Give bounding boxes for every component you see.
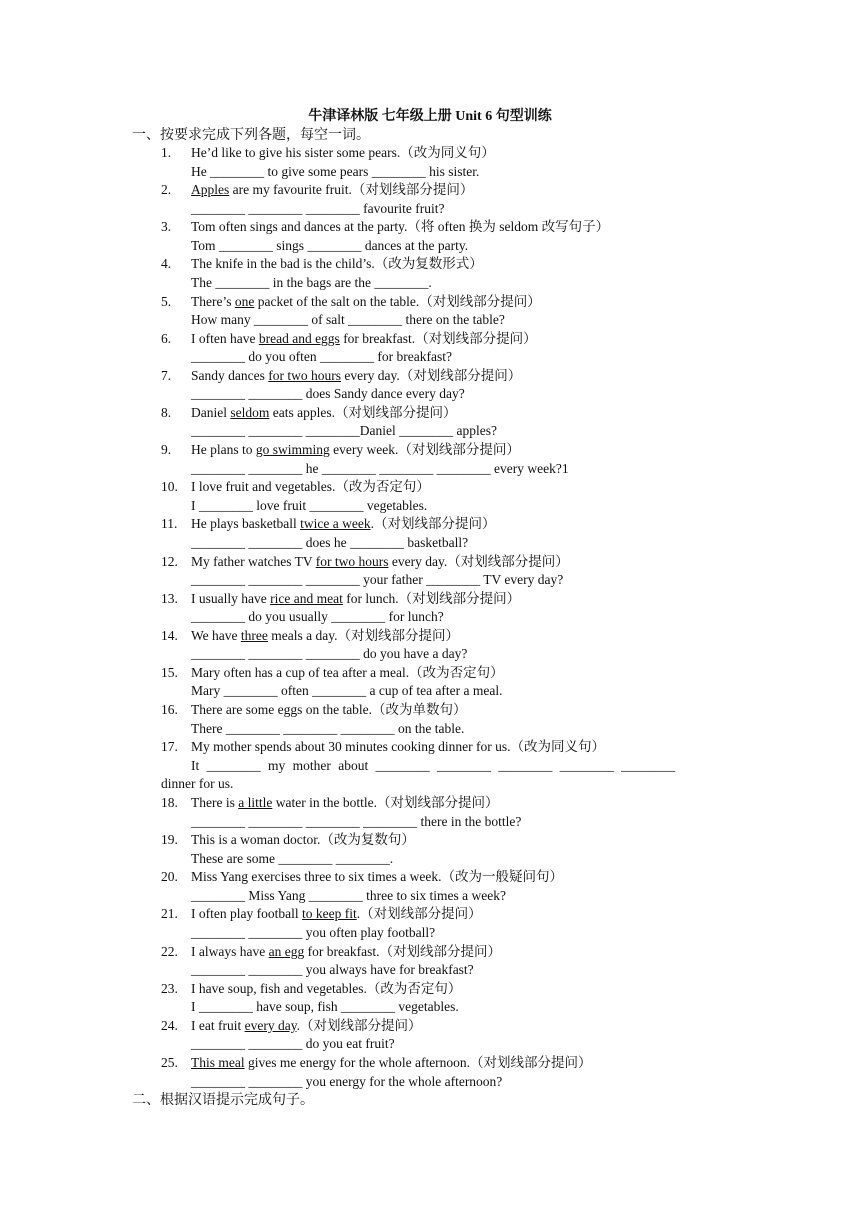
prompt-text: eats apples.（对划线部分提问） [269,404,457,420]
question-prompt [191,627,459,646]
prompt-text: .（对划线部分提问） [296,1017,422,1033]
question-item [0,255,860,292]
question-item [0,738,860,794]
question-number: 18. [161,795,178,811]
answer-line: There ________ ________ ________ on the table. [191,720,465,736]
prompt-text: packet of the salt on the table.（对划线部分提问） [254,293,541,309]
question-item [0,478,860,515]
prompt-text: meals a day.（对划线部分提问） [267,627,459,643]
question-number: 21. [161,906,178,922]
answer-line: Tom ________ sings ________ dances at the party. [191,237,469,253]
prompt-text-before: I usually have [191,590,271,606]
answer-line: Mary ________ often ________ a cup of tea after a meal. [191,683,503,699]
prompt-text: every week.（对划线部分提问） [329,442,520,458]
question-item [0,831,860,868]
answer-line: It ________ my mother about ________ ________ ________ ________ ________ [191,757,676,773]
prompt-text: for lunch.（对划线部分提问） [342,590,521,606]
question-number: 24. [161,1017,178,1033]
question-number: 9. [161,442,172,458]
question-number: 16. [161,702,178,718]
question-number: 5. [161,293,172,309]
prompt-text-before: There’s [191,293,235,309]
underlined-part: to keep fit [301,906,357,922]
underlined-part: go swimming [255,442,330,458]
answer-line-continued: dinner for us. [161,776,234,792]
prompt-text: The knife in the bad is the child’s.（改为复数形式） [191,256,483,272]
answer-line: ________ ________ ________ your father ________ TV every day? [191,572,564,588]
underlined-part: one [234,293,255,309]
question-item [0,980,860,1017]
question-prompt [191,181,473,200]
prompt-text-before: Sandy dances [191,367,269,383]
prompt-text: I have soup, fish and vegetables.（改为否定句） [191,980,462,996]
question-item [0,664,860,701]
question-item [0,367,860,404]
answer-line: ________ ________ ________ ________ there in the bottle? [191,813,522,829]
question-item [0,905,860,942]
question-number: 25. [161,1055,178,1071]
question-prompt [191,367,521,386]
question-number: 20. [161,869,178,885]
prompt-text-before: I often play football [191,906,302,922]
question-number: 17. [161,739,178,755]
answer-line: These are some ________ ________. [191,850,394,866]
underlined-part: seldom [230,404,270,420]
prompt-text: for breakfast.（对划线部分提问） [339,330,537,346]
question-number: 3. [161,219,172,235]
prompt-text: There are some eggs on the table.（改为单数句） [191,702,467,718]
question-number: 14. [161,627,178,643]
question-number: 23. [161,980,178,996]
answer-line: ________ do you usually ________ for lunch? [191,609,444,625]
answer-line: ________ ________ he ________ ________ ________ every week?1 [191,460,569,476]
question-number: 13. [161,590,178,606]
question-prompt [191,293,541,312]
question-prompt [191,590,520,609]
question-item [0,943,860,980]
prompt-text-before: My father watches TV [191,553,316,569]
question-prompt [191,1054,592,1073]
answer-line: He ________ to give some pears ________ his sister. [191,163,480,179]
underlined-part: a little [238,795,273,811]
question-prompt [191,255,483,274]
underlined-part: Apples [191,182,230,198]
question-prompt [191,943,501,962]
prompt-text: Tom often sings and dances at the party.（将 often 换为 seldom 改写句子） [191,219,610,235]
question-item [0,701,860,738]
answer-line: ________ ________ do you eat fruit? [191,1036,395,1052]
underlined-part: for two hours [315,553,389,569]
prompt-text: Miss Yang exercises three to six times a week.（改为一般疑问句） [191,869,563,885]
question-item [0,181,860,218]
underlined-part: This meal [191,1055,245,1071]
question-item [0,553,860,590]
question-prompt [191,905,482,924]
answer-line: ________ ________ ________ favourite fruit? [191,200,445,216]
question-prompt [191,218,609,237]
question-number: 19. [161,832,178,848]
question-prompt [191,868,563,887]
question-prompt [191,1017,421,1036]
prompt-text: .（对划线部分提问） [370,516,496,532]
underlined-part: twice a week [300,516,371,532]
question-number: 22. [161,943,178,959]
prompt-text-before: We have [191,627,241,643]
prompt-text-before: He plans to [191,442,256,458]
question-list [0,144,860,1091]
prompt-text: This is a woman doctor.（改为复数句） [191,832,415,848]
question-prompt [191,794,498,813]
prompt-text: I love fruit and vegetables.（改为否定句） [191,479,430,495]
question-item [0,218,860,255]
answer-line: ________ ________ does he ________ basketball? [191,534,469,550]
underlined-part: three [240,627,268,643]
question-prompt [191,738,605,757]
question-number: 7. [161,367,172,383]
answer-line: ________ ________ ________Daniel ________ apples? [191,423,497,439]
section-heading-2: 二、根据汉语提示完成句子。 [132,1093,314,1108]
prompt-text-before: I eat fruit [191,1017,245,1033]
question-prompt [191,478,430,497]
page-title: 牛津译林版 七年级上册 Unit 6 句型训练 [308,109,552,124]
prompt-text: for breakfast.（对划线部分提问） [304,943,502,959]
question-item [0,404,860,441]
question-item [0,1017,860,1054]
prompt-text-before: He plays basketball [191,516,301,532]
prompt-text-before: Daniel [191,404,231,420]
question-prompt [191,980,461,999]
question-item [0,627,860,664]
answer-line: I ________ have soup, fish ________ vegetables. [191,999,459,1015]
prompt-text: gives me energy for the whole afternoon.（对划线部分提问） [244,1055,592,1071]
answer-line: ________ ________ you energy for the whole afternoon? [191,1073,503,1089]
answer-line: ________ ________ you often play football? [191,924,436,940]
underlined-part: for two hours [268,367,341,383]
prompt-text: .（对划线部分提问） [356,906,482,922]
underlined-part: rice and meat [270,590,343,606]
question-prompt [191,701,467,720]
question-number: 8. [161,404,172,420]
prompt-text: water in the bottle.（对划线部分提问） [272,795,499,811]
underlined-part: an egg [268,943,305,959]
section-heading-1: 一、按要求完成下列各题，每空一词。 [132,128,370,143]
answer-line: ________ do you often ________ for breakfast? [191,349,452,365]
question-item [0,590,860,627]
question-number: 15. [161,664,178,680]
underlined-part: bread and eggs [258,330,340,346]
prompt-text-before: There is [191,795,239,811]
question-prompt [191,144,495,163]
answer-line: ________ ________ ________ do you have a day? [191,646,468,662]
underlined-part: every day [244,1017,297,1033]
question-number: 4. [161,256,172,272]
answer-line: ________ Miss Yang ________ three to six times a week? [191,887,506,903]
prompt-text: every day.（对划线部分提问） [388,553,569,569]
question-item [0,144,860,181]
answer-line: ________ ________ you always have for breakfast? [191,962,474,978]
answer-line: I ________ love fruit ________ vegetables. [191,497,428,513]
question-prompt [191,441,520,460]
question-item [0,330,860,367]
question-item [0,441,860,478]
question-number: 12. [161,553,178,569]
prompt-text-before: I often have [191,330,259,346]
question-number: 1. [161,145,172,160]
question-item [0,1054,860,1091]
question-item [0,868,860,905]
question-item [0,794,860,831]
question-prompt [191,664,504,683]
question-number: 11. [161,516,178,532]
question-number: 2. [161,182,172,198]
answer-line: ________ ________ does Sandy dance every day? [191,386,465,402]
question-prompt [191,831,415,850]
prompt-text: He’d like to give his sister some pears.（改为同义句） [191,145,495,160]
prompt-text: every day.（对划线部分提问） [340,367,522,383]
question-prompt [191,515,495,534]
answer-line: The ________ in the bags are the ________. [191,274,432,290]
question-number: 10. [161,479,178,495]
question-prompt [191,404,456,423]
question-number: 6. [161,330,172,346]
question-prompt [191,553,569,572]
question-item [0,515,860,552]
prompt-text-before: I always have [191,943,269,959]
answer-line: How many ________ of salt ________ there on the table? [191,312,505,328]
prompt-text: are my favourite fruit.（对划线部分提问） [229,182,474,198]
question-prompt [191,330,537,349]
prompt-text: My mother spends about 30 minutes cooking dinner for us.（改为同义句） [191,739,605,755]
question-item [0,293,860,330]
prompt-text: Mary often has a cup of tea after a meal.（改为否定句） [191,664,504,680]
